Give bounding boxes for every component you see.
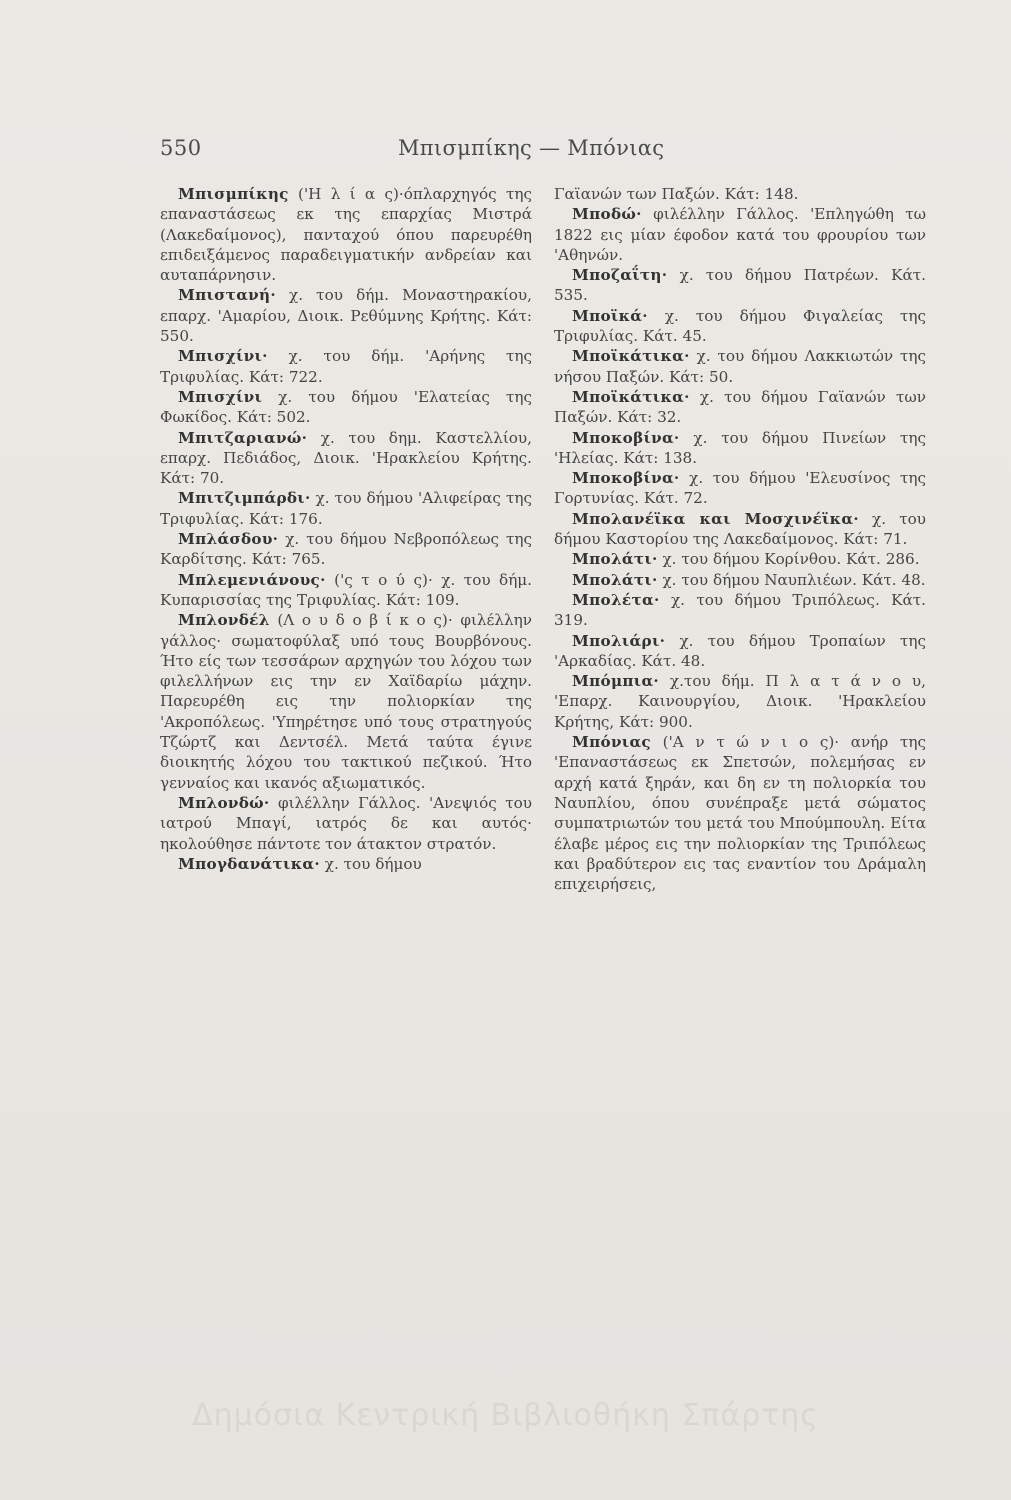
page-number: 550 (160, 136, 202, 160)
entry-headword: Μπιτζιμπάρδι· (178, 489, 311, 508)
entry-text: ('Η λ ί α ς)·όπλαρχηγός της επαναστάσεως εκ της επαρχίας Μιστρά (Λακεδαίμονος), πανταχού όπου παρευρέθη επιδειξάμενος παραδειγματικήν ανδρείαν και αυταπάρνησιν. (160, 185, 532, 285)
entry-text: χ. του δήμου Λακκιωτών της νήσου Παξών. Κάτ: 50. (554, 347, 926, 386)
dictionary-entry (160, 854, 532, 874)
entry-headword: Μπλεμενιάνους· (178, 570, 326, 589)
entry-headword: Μπισχίνι· (178, 347, 268, 366)
entry-text: χ.του δήμ. Π λ α τ ά ν ο υ, 'Επαρχ. Καινουργίου, Διοικ. 'Ηρακλείου Κρήτης, Κάτ: 900. (554, 672, 926, 731)
dictionary-entry (554, 428, 926, 469)
entry-headword: Μπολάτι· (572, 550, 658, 569)
dictionary-entry (554, 570, 926, 590)
dictionary-entry (160, 793, 532, 854)
entry-text: χ. του δήμου Τροπαίων της 'Αρκαδίας. Κάτ. 48. (554, 631, 926, 670)
entry-headword: Μποζαΐτη· (572, 266, 668, 285)
dictionary-entry (160, 488, 532, 529)
dictionary-entry (554, 387, 926, 428)
dictionary-entry (554, 265, 926, 306)
entry-headword: Μπόμπια· (572, 672, 660, 691)
entry-text: (Λ ο υ δ ο β ί κ ο ς)· φιλέλλην γάλλος· σωματοφύλαξ υπό τους Βουρβόνους. Ήτο είς των τεσσάρων αρχηγών του λόχου των φιλελλήνων εις την εν Χαϊδαρίω μάχην. Παρευρέθη εις την πολιορκίαν της 'Ακροπόλεως. 'Υπηρέτησε υπό τους στρατηγούς Τζώρτζ και Δεντσέλ. Μετά ταύτα έγινε διοικητής λόχου του τακτικού πεζικού. Ήτο γενναίος και ικανός αξιωματικός. (160, 611, 532, 792)
entry-headword: Μπλάσδου· (178, 530, 279, 549)
dictionary-entry (160, 529, 532, 570)
dictionary-entry (160, 285, 532, 346)
entry-text: χ. του δήμου 'Αλιφείρας της Τριφυλίας. Κάτ: 176. (160, 489, 532, 528)
dictionary-entry (554, 184, 926, 204)
page-header (160, 136, 720, 172)
dictionary-entry (160, 184, 532, 285)
entry-text: χ. του δήμ. Μοναστηρακίου, επαρχ. 'Αμαρίου, Διοικ. Ρεθύμνης Κρήτης. Κάτ: 550. (160, 286, 532, 346)
entry-headword: Μποϊκά· (572, 306, 648, 325)
entry-text: φιλέλλην Γάλλος. 'Ανεψιός του ιατρού Μπαγί, ιατρός δε και αυτός· ηκολούθησε πάντοτε τον άτακτον στρατόν. (160, 793, 532, 853)
entry-text: ('ς τ ο ύ ς)· χ. του δήμ. Κυπαρισσίας της Τριφυλίας. Κάτ: 109. (160, 570, 532, 609)
entry-text: χ. του δήμου Τριπόλεως. Κάτ. 319. (554, 590, 926, 630)
dictionary-entry (554, 204, 926, 265)
entry-text: Γαϊανών των Παξών. Κάτ: 148. (554, 185, 799, 203)
running-title: Μπισμπίκης — Μπόνιας (398, 136, 665, 160)
dictionary-entry (160, 428, 532, 489)
entry-headword: Μπιστανή· (178, 286, 276, 305)
library-watermark: Δημόσια Κεντρική Βιβλιοθήκη Σπάρτης (192, 1398, 819, 1433)
entry-text: ('Α ν τ ώ ν ι ο ς)· ανήρ της 'Επαναστάσεως εκ Σπετσών, πολεμήσας εν αρχή κατά ξηράν, και δη εν τη πολιορκία του Ναυπλίου, όπου συνέπραξε μετά σώματος συμπατριωτών του μετά του Μπούμπουλη. Είτα έλαβε μέρος εις την πολιορκίαν της Τριπόλεως και βραδύτερον εις τας εναντίον του Δράμαλη επιχειρήσεις, (554, 733, 926, 894)
entry-text: χ. του δήμου 'Ελευσίνος της Γορτυνίας. Κάτ. 72. (554, 469, 926, 508)
entry-text: χ. του δήμου Ναυπλιέων. Κάτ. 48. (657, 570, 926, 589)
entry-text: φιλέλλην Γάλλος. 'Επληγώθη τω 1822 εις μίαν έφοδον κατά του φρουρίου των 'Αθηνών. (554, 205, 926, 264)
entry-headword: Μπολάτι· (572, 570, 658, 589)
dictionary-entry (554, 346, 926, 387)
entry-text: χ. του δήμου Πινείων της 'Ηλείας. Κάτ: 138. (554, 428, 926, 467)
entry-headword: Μπολέτα· (572, 590, 660, 609)
dictionary-entry (554, 306, 926, 347)
entry-headword: Μποδώ· (572, 205, 642, 224)
entry-headword: Μπογδανάτικα· (178, 854, 320, 873)
entry-headword: Μπόνιας (572, 733, 651, 752)
dictionary-entry (554, 671, 926, 732)
left-column (160, 184, 532, 874)
entry-text: χ. του δήμου Πατρέων. Κάτ. 535. (554, 266, 926, 305)
entry-headword: Μποϊκάτικα· (572, 387, 690, 406)
entry-text: χ. του δήμου Καστορίου της Λακεδαίμονος. Κάτ: 71. (554, 509, 926, 549)
entry-headword: Μπλονδέλ (178, 611, 270, 630)
entry-headword: Μποκοβίνα· (572, 469, 680, 488)
dictionary-entry (554, 509, 926, 550)
entry-headword: Μπολανέϊκα και Μοσχινέϊκα· (572, 509, 859, 528)
entry-headword: Μπισμπίκης (178, 185, 289, 203)
dictionary-entry (554, 549, 926, 569)
dictionary-entry (554, 590, 926, 631)
entry-headword: Μποκοβίνα· (572, 428, 680, 447)
entry-headword: Μπλονδώ· (178, 793, 270, 812)
dictionary-entry (554, 732, 926, 894)
right-column (554, 184, 926, 894)
dictionary-entry (160, 570, 532, 611)
dictionary-entry (160, 387, 532, 428)
dictionary-entry (160, 610, 532, 793)
dictionary-entry (160, 346, 532, 387)
entry-text: χ. του δημ. Καστελλίου, επαρχ. Πεδιάδος, Διοικ. 'Ηρακλείου Κρήτης. Κάτ: 70. (160, 428, 532, 488)
entry-text: χ. του δήμ. 'Αρήνης της Τριφυλίας. Κάτ: 722. (160, 347, 532, 386)
entry-headword: Μπολιάρι· (572, 631, 666, 650)
entry-headword: Μπισχίνι (178, 387, 263, 406)
entry-headword: Μποϊκάτικα· (572, 347, 690, 366)
dictionary-entry (554, 468, 926, 509)
entry-text: χ. του δήμου Κορίνθου. Κάτ. 286. (657, 550, 920, 569)
entry-text: χ. του δήμου Νεβροπόλεως της Καρδίτσης. Κάτ: 765. (160, 530, 532, 569)
entry-text: χ. του δήμου 'Ελατείας της Φωκίδος. Κάτ: 502. (160, 387, 532, 427)
entry-text: χ. του δήμου Φιγαλείας της Τριφυλίας. Κάτ. 45. (554, 306, 926, 346)
entry-text: χ. του δήμου Γαϊανών των Παξών. Κάτ: 32. (554, 387, 926, 427)
entry-headword: Μπιτζαριανώ· (178, 428, 308, 447)
dictionary-entry (554, 631, 926, 672)
entry-text: χ. του δήμου (319, 854, 422, 873)
